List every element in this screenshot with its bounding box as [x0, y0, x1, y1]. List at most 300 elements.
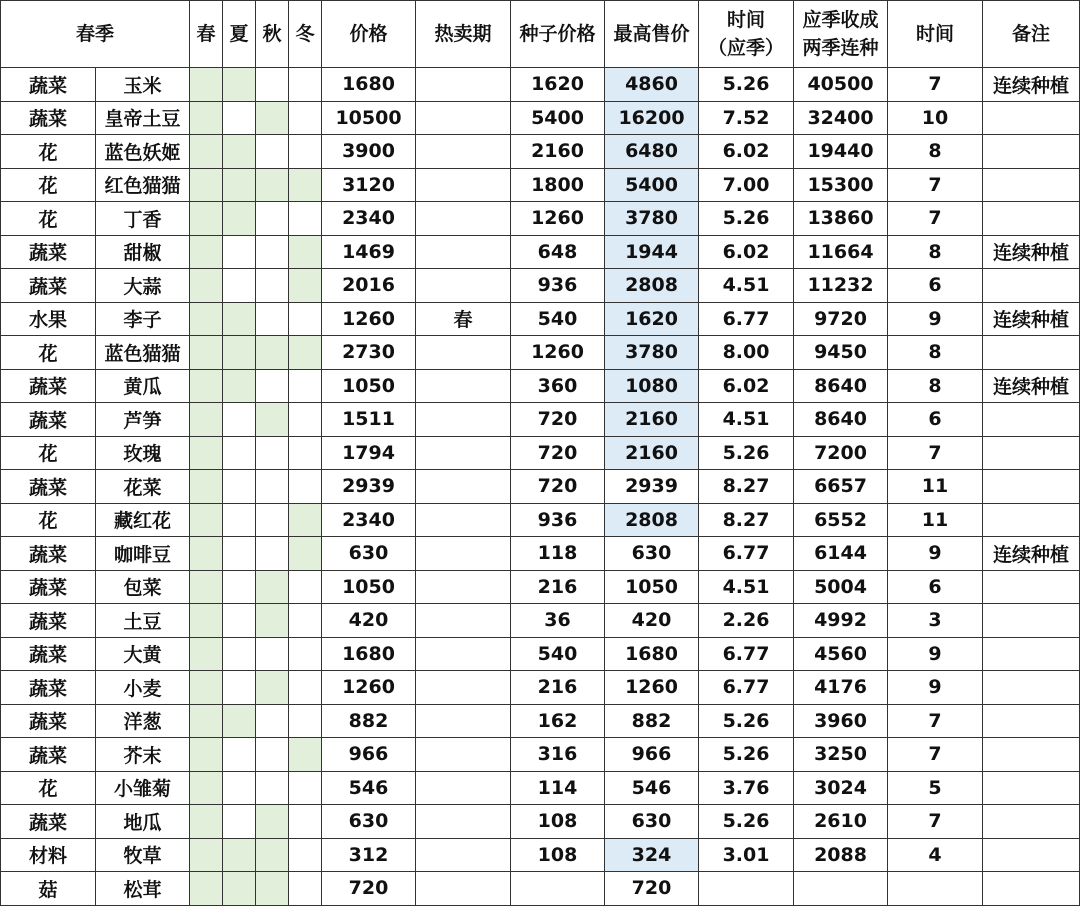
cell-crop-name: 芥末: [96, 738, 190, 772]
cell-category: 蔬菜: [1, 235, 96, 269]
cell-time: 7: [888, 168, 983, 202]
cell-hot-period: [416, 101, 511, 135]
cell-hot-period: [416, 202, 511, 236]
cell-max-price: 2808: [605, 269, 699, 303]
cell-price: 312: [322, 838, 416, 872]
cell-category: 蔬菜: [1, 403, 96, 437]
cell-note: [983, 805, 1080, 839]
cell-note: 连续种植: [983, 302, 1080, 336]
cell-max-price: 546: [605, 771, 699, 805]
table-row: [1, 336, 1080, 370]
cell-max-price: 2160: [605, 436, 699, 470]
cell-note: [983, 704, 1080, 738]
cell-crop-name: 丁香: [96, 202, 190, 236]
cell-two-season-yield: 8640: [794, 369, 888, 403]
cell-season-spring: [190, 403, 223, 437]
header-season-group: 春季: [1, 1, 190, 68]
cell-season-spring: [190, 269, 223, 303]
cell-note: [983, 403, 1080, 437]
cell-time: 6: [888, 403, 983, 437]
cell-season-winter: [289, 302, 322, 336]
cell-note: [983, 503, 1080, 537]
cell-season-winter: [289, 771, 322, 805]
cell-seed-price: 5400: [511, 101, 605, 135]
cell-hot-period: [416, 336, 511, 370]
header-price: 价格: [322, 1, 416, 68]
cell-seed-price: [511, 872, 605, 906]
header-two-season-line2: 两季连种: [802, 37, 879, 59]
cell-hot-period: [416, 436, 511, 470]
cell-season-summer: [223, 336, 256, 370]
cell-price: 3120: [322, 168, 416, 202]
header-hot-period: 热卖期: [416, 1, 511, 68]
cell-seed-price: 162: [511, 704, 605, 738]
cell-hot-period: [416, 403, 511, 437]
cell-category: 蔬菜: [1, 68, 96, 102]
cell-season-winter: [289, 872, 322, 906]
table-row: [1, 537, 1080, 571]
cell-category: 蔬菜: [1, 369, 96, 403]
header-time-in-season: [699, 1, 794, 68]
cell-max-price: 2160: [605, 403, 699, 437]
cell-two-season-yield: 7200: [794, 436, 888, 470]
cell-price: 630: [322, 537, 416, 571]
cell-seed-price: 216: [511, 570, 605, 604]
cell-season-autumn: [256, 470, 289, 504]
cell-seed-price: 360: [511, 369, 605, 403]
cell-time: 8: [888, 369, 983, 403]
cell-time-in-season: 7.52: [699, 101, 794, 135]
cell-note: [983, 671, 1080, 705]
cell-season-summer: [223, 202, 256, 236]
cell-season-autumn: [256, 403, 289, 437]
cell-seed-price: 720: [511, 436, 605, 470]
cell-note: [983, 604, 1080, 638]
cell-hot-period: [416, 704, 511, 738]
cell-max-price: 6480: [605, 135, 699, 169]
cell-note: 连续种植: [983, 68, 1080, 102]
cell-max-price: 1620: [605, 302, 699, 336]
cell-time-in-season: 6.77: [699, 637, 794, 671]
cell-two-season-yield: 19440: [794, 135, 888, 169]
cell-price: 966: [322, 738, 416, 772]
cell-season-autumn: [256, 771, 289, 805]
table-row: [1, 470, 1080, 504]
cell-season-spring: [190, 168, 223, 202]
cell-note: [983, 269, 1080, 303]
cell-max-price: 4860: [605, 68, 699, 102]
cell-note: [983, 470, 1080, 504]
cell-hot-period: [416, 168, 511, 202]
cell-time: 8: [888, 336, 983, 370]
table-row: [1, 570, 1080, 604]
cell-category: 蔬菜: [1, 805, 96, 839]
cell-season-autumn: [256, 269, 289, 303]
cell-time-in-season: 6.77: [699, 537, 794, 571]
cell-note: [983, 101, 1080, 135]
cell-two-season-yield: 6552: [794, 503, 888, 537]
cell-hot-period: [416, 771, 511, 805]
cell-seed-price: 36: [511, 604, 605, 638]
cell-season-winter: [289, 235, 322, 269]
cell-hot-period: [416, 805, 511, 839]
cell-two-season-yield: [794, 872, 888, 906]
cell-season-summer: [223, 570, 256, 604]
cell-price: 2730: [322, 336, 416, 370]
cell-max-price: 882: [605, 704, 699, 738]
cell-two-season-yield: 11664: [794, 235, 888, 269]
cell-category: 花: [1, 503, 96, 537]
cell-category: 蔬菜: [1, 738, 96, 772]
table-row: [1, 436, 1080, 470]
cell-max-price: 16200: [605, 101, 699, 135]
cell-hot-period: 春: [416, 302, 511, 336]
cell-season-summer: [223, 872, 256, 906]
cell-max-price: 2939: [605, 470, 699, 504]
cell-season-winter: [289, 202, 322, 236]
cell-season-autumn: [256, 202, 289, 236]
cell-category: 花: [1, 202, 96, 236]
cell-two-season-yield: 11232: [794, 269, 888, 303]
cell-category: 花: [1, 436, 96, 470]
cell-crop-name: 大蒜: [96, 269, 190, 303]
cell-time-in-season: 4.51: [699, 403, 794, 437]
cell-season-autumn: [256, 838, 289, 872]
cell-season-winter: [289, 68, 322, 102]
cell-note: 连续种植: [983, 369, 1080, 403]
cell-season-spring: [190, 302, 223, 336]
cell-category: 蔬菜: [1, 637, 96, 671]
cell-note: [983, 570, 1080, 604]
cell-crop-name: 藏红花: [96, 503, 190, 537]
cell-season-spring: [190, 68, 223, 102]
cell-season-spring: [190, 369, 223, 403]
cell-time-in-season: 5.26: [699, 202, 794, 236]
header-time: 时间: [888, 1, 983, 68]
cell-season-winter: [289, 436, 322, 470]
cell-crop-name: 蓝色妖姬: [96, 135, 190, 169]
cell-price: 546: [322, 771, 416, 805]
cell-seed-price: 316: [511, 738, 605, 772]
cell-hot-period: [416, 570, 511, 604]
header-autumn: 秋: [256, 1, 289, 68]
cell-time: 11: [888, 503, 983, 537]
cell-season-summer: [223, 704, 256, 738]
cell-season-winter: [289, 503, 322, 537]
cell-max-price: 2808: [605, 503, 699, 537]
cell-season-summer: [223, 503, 256, 537]
table-row: [1, 671, 1080, 705]
cell-note: [983, 168, 1080, 202]
table-row: [1, 135, 1080, 169]
cell-season-winter: [289, 838, 322, 872]
cell-season-summer: [223, 637, 256, 671]
cell-category: 材料: [1, 838, 96, 872]
cell-season-autumn: [256, 872, 289, 906]
cell-seed-price: 648: [511, 235, 605, 269]
cell-season-spring: [190, 570, 223, 604]
cell-hot-period: [416, 470, 511, 504]
cell-two-season-yield: 4176: [794, 671, 888, 705]
cell-season-summer: [223, 604, 256, 638]
cell-price: 420: [322, 604, 416, 638]
header-two-season: [794, 1, 888, 68]
cell-crop-name: 甜椒: [96, 235, 190, 269]
cell-season-spring: [190, 470, 223, 504]
cell-price: 1260: [322, 671, 416, 705]
cell-two-season-yield: 13860: [794, 202, 888, 236]
cell-season-autumn: [256, 369, 289, 403]
cell-season-winter: [289, 805, 322, 839]
table-row: [1, 704, 1080, 738]
cell-hot-period: [416, 637, 511, 671]
cell-max-price: 324: [605, 838, 699, 872]
cell-two-season-yield: 4992: [794, 604, 888, 638]
cell-time: 9: [888, 671, 983, 705]
cell-category: 菇: [1, 872, 96, 906]
cell-two-season-yield: 3024: [794, 771, 888, 805]
cell-season-spring: [190, 671, 223, 705]
cell-season-autumn: [256, 101, 289, 135]
cell-crop-name: 土豆: [96, 604, 190, 638]
cell-season-autumn: [256, 135, 289, 169]
cell-season-spring: [190, 135, 223, 169]
cell-hot-period: [416, 369, 511, 403]
cell-season-spring: [190, 537, 223, 571]
cell-crop-name: 芦笋: [96, 403, 190, 437]
cell-price: 1050: [322, 369, 416, 403]
cell-two-season-yield: 40500: [794, 68, 888, 102]
cell-time-in-season: 6.02: [699, 235, 794, 269]
cell-crop-name: 红色猫猫: [96, 168, 190, 202]
cell-seed-price: 936: [511, 503, 605, 537]
cell-two-season-yield: 9450: [794, 336, 888, 370]
cell-time-in-season: 4.51: [699, 269, 794, 303]
cell-seed-price: 540: [511, 302, 605, 336]
cell-two-season-yield: 5004: [794, 570, 888, 604]
cell-season-winter: [289, 570, 322, 604]
cell-seed-price: 936: [511, 269, 605, 303]
cell-time-in-season: 5.26: [699, 68, 794, 102]
cell-time: 7: [888, 202, 983, 236]
cell-crop-name: 小麦: [96, 671, 190, 705]
cell-time-in-season: 3.76: [699, 771, 794, 805]
cell-season-spring: [190, 503, 223, 537]
cell-time: 6: [888, 269, 983, 303]
header-seed-price: 种子价格: [511, 1, 605, 68]
header-time-in-season-line1: 时间: [727, 9, 766, 31]
cell-crop-name: 咖啡豆: [96, 537, 190, 571]
cell-note: [983, 872, 1080, 906]
cell-time: 7: [888, 436, 983, 470]
cell-crop-name: 洋葱: [96, 704, 190, 738]
cell-crop-name: 玉米: [96, 68, 190, 102]
cell-time: 9: [888, 637, 983, 671]
cell-max-price: 1260: [605, 671, 699, 705]
cell-time: 11: [888, 470, 983, 504]
cell-season-summer: [223, 470, 256, 504]
cell-season-autumn: [256, 537, 289, 571]
header-two-season-line1: 应季收成: [802, 9, 879, 31]
cell-two-season-yield: 6144: [794, 537, 888, 571]
cell-time-in-season: 5.26: [699, 805, 794, 839]
table-row: [1, 269, 1080, 303]
header-max-price: 最高售价: [605, 1, 699, 68]
cell-season-autumn: [256, 336, 289, 370]
table-row: [1, 168, 1080, 202]
cell-season-winter: [289, 369, 322, 403]
cell-note: 连续种植: [983, 235, 1080, 269]
cell-category: 蔬菜: [1, 470, 96, 504]
cell-max-price: 966: [605, 738, 699, 772]
cell-seed-price: 1260: [511, 336, 605, 370]
cell-category: 蔬菜: [1, 671, 96, 705]
cell-seed-price: 108: [511, 838, 605, 872]
cell-crop-name: 松茸: [96, 872, 190, 906]
header-row: [1, 1, 1080, 68]
cell-max-price: 420: [605, 604, 699, 638]
cell-note: [983, 637, 1080, 671]
cell-note: [983, 202, 1080, 236]
cell-season-summer: [223, 738, 256, 772]
cell-season-autumn: [256, 604, 289, 638]
cell-season-summer: [223, 101, 256, 135]
cell-season-winter: [289, 637, 322, 671]
cell-season-spring: [190, 101, 223, 135]
cell-crop-name: 地瓜: [96, 805, 190, 839]
cell-crop-name: 李子: [96, 302, 190, 336]
cell-note: [983, 838, 1080, 872]
cell-season-winter: [289, 738, 322, 772]
cell-season-summer: [223, 168, 256, 202]
cell-season-autumn: [256, 738, 289, 772]
cell-time-in-season: 3.01: [699, 838, 794, 872]
cell-hot-period: [416, 537, 511, 571]
cell-season-winter: [289, 604, 322, 638]
cell-two-season-yield: 9720: [794, 302, 888, 336]
cell-seed-price: 1260: [511, 202, 605, 236]
cell-seed-price: 108: [511, 805, 605, 839]
header-spring: 春: [190, 1, 223, 68]
cell-season-summer: [223, 537, 256, 571]
cell-season-summer: [223, 135, 256, 169]
cell-time-in-season: 6.77: [699, 671, 794, 705]
cell-two-season-yield: 32400: [794, 101, 888, 135]
cell-season-winter: [289, 403, 322, 437]
cell-season-autumn: [256, 637, 289, 671]
cell-time: 7: [888, 738, 983, 772]
cell-time-in-season: 6.77: [699, 302, 794, 336]
cell-max-price: 1944: [605, 235, 699, 269]
cell-two-season-yield: 8640: [794, 403, 888, 437]
cell-two-season-yield: 4560: [794, 637, 888, 671]
cell-time: 5: [888, 771, 983, 805]
cell-hot-period: [416, 68, 511, 102]
cell-time: [888, 872, 983, 906]
cell-hot-period: [416, 738, 511, 772]
table-row: [1, 235, 1080, 269]
cell-category: 花: [1, 168, 96, 202]
cell-season-spring: [190, 838, 223, 872]
cell-season-summer: [223, 838, 256, 872]
cell-price: 1680: [322, 68, 416, 102]
cell-seed-price: 2160: [511, 135, 605, 169]
cell-time-in-season: 8.00: [699, 336, 794, 370]
cell-season-spring: [190, 738, 223, 772]
cell-hot-period: [416, 604, 511, 638]
cell-price: 1680: [322, 637, 416, 671]
cell-season-winter: [289, 671, 322, 705]
cell-category: 蔬菜: [1, 704, 96, 738]
cell-hot-period: [416, 838, 511, 872]
cell-season-autumn: [256, 302, 289, 336]
table-row: [1, 738, 1080, 772]
cell-season-autumn: [256, 805, 289, 839]
cell-season-summer: [223, 369, 256, 403]
header-winter: 冬: [289, 1, 322, 68]
cell-category: 蔬菜: [1, 537, 96, 571]
cell-time: 6: [888, 570, 983, 604]
cell-season-spring: [190, 805, 223, 839]
cell-season-spring: [190, 336, 223, 370]
cell-category: 蔬菜: [1, 604, 96, 638]
cell-time: 7: [888, 68, 983, 102]
cell-season-spring: [190, 771, 223, 805]
table-row: [1, 202, 1080, 236]
cell-season-winter: [289, 336, 322, 370]
table-row: [1, 637, 1080, 671]
table-row: [1, 503, 1080, 537]
cell-seed-price: 216: [511, 671, 605, 705]
cell-season-spring: [190, 704, 223, 738]
cell-hot-period: [416, 503, 511, 537]
cell-max-price: 3780: [605, 202, 699, 236]
cell-price: 2340: [322, 202, 416, 236]
cell-two-season-yield: 2088: [794, 838, 888, 872]
cell-max-price: 3780: [605, 336, 699, 370]
cell-crop-name: 包菜: [96, 570, 190, 604]
cell-time-in-season: [699, 872, 794, 906]
cell-seed-price: 118: [511, 537, 605, 571]
table-row: [1, 872, 1080, 906]
cell-season-summer: [223, 671, 256, 705]
cell-time: 7: [888, 704, 983, 738]
cell-crop-name: 小雏菊: [96, 771, 190, 805]
cell-price: 630: [322, 805, 416, 839]
cell-season-autumn: [256, 704, 289, 738]
table-row: [1, 771, 1080, 805]
cell-season-autumn: [256, 68, 289, 102]
cell-season-spring: [190, 637, 223, 671]
cell-two-season-yield: 3960: [794, 704, 888, 738]
cell-season-spring: [190, 604, 223, 638]
cell-category: 花: [1, 771, 96, 805]
cell-season-summer: [223, 302, 256, 336]
cell-max-price: 720: [605, 872, 699, 906]
cell-season-winter: [289, 269, 322, 303]
cell-season-autumn: [256, 671, 289, 705]
cell-time-in-season: 8.27: [699, 470, 794, 504]
cell-crop-name: 花菜: [96, 470, 190, 504]
table-row: [1, 604, 1080, 638]
cell-price: 1260: [322, 302, 416, 336]
cell-season-summer: [223, 235, 256, 269]
cell-category: 蔬菜: [1, 269, 96, 303]
cell-two-season-yield: 15300: [794, 168, 888, 202]
cell-hot-period: [416, 135, 511, 169]
cell-seed-price: 1620: [511, 68, 605, 102]
cell-max-price: 5400: [605, 168, 699, 202]
